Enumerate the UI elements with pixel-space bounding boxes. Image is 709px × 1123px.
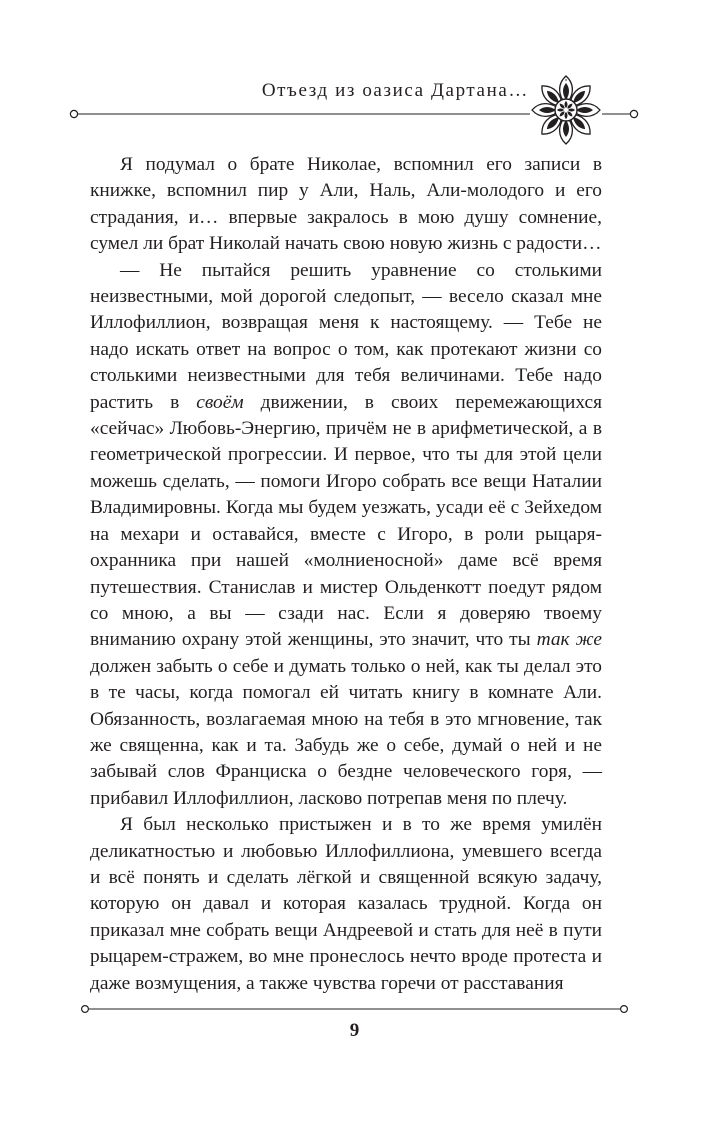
emphasis-tak-zhe: так же [536,629,602,651]
rule-left-end-icon [70,110,77,117]
rule-left-end-icon [82,1006,89,1013]
rule-right-end-icon [630,110,637,117]
mandala-ornament-icon [530,74,602,146]
emphasis-svoyom: своём [196,391,244,413]
paragraph-1: Я подумал о брате Николае, вспомнил его записи в книжке, вспомнил пир у Али, Наль, Али-молодого и его страдания, и… впервые закралось в мою душу сомнение, сумел ли брат Николай начать свою новую жизнь с радости… [90,154,602,255]
page-number: 9 [349,1020,360,1041]
body-text [90,152,602,997]
paragraph-3: Я был несколько пристыжен и в то же время умилён деликатностью и любовью Иллофиллиона, умевшего всегда и всё понять и сделать лёгкой и священной всякую задачу, которую он давал и которая казалась трудной. Когда он приказал мне собрать вещи Андреевой и стать для неё в пути рыцарем-стражем, во мне пронеслось нечто вроде протеста и даже возмущения, а также чувства горечи от расставания [90,814,602,994]
paragraph-2: — Не пытайся решить уравнение со столькими неизвестными, мой дорогой следопыт, — весело сказал мне Иллофиллион, возвращая меня к настоящему. — Тебе не надо искать ответ на вопрос о том, как протекают жизни со столькими неизвестными для тебя величинами. Тебе надо растить в своём движении, в своих перемежающихся «сейчас» Любовь-Энергию, причём не в арифметической, а в геометрической прогрессии. И первое, что ты для этой цели можешь сделать, — помоги Игоро собрать все вещи Наталии Владимировны. Когда мы будем уезжать, усади её с Зейхедом на мехари и оставайся, вместе с Игоро, в роли рыцаря-охранника при нашей «молниеносной» даме всё время путешествия. Станислав и мистер Ольденкотт поедут рядом со мною, а вы — сзади нас. Если я доверяю твоему вниманию охрану этой женщины, это значит, что ты так же должен забыть о себе и думать только о ней, как ты делал это в те часы, когда помогал ей читать книгу в комнате Али. Обязанность, возлагаемая мною на тебя в это мгновение, так же священна, как и та. Забудь же о себе, думай о ней и не забывай слов Франциска о бездне человеческого горя, — прибавил Иллофиллион, ласково потрепав меня по плечу. [90,259,602,809]
footer-rule [80,1004,629,1014]
running-title: Отъезд из оазиса Дартана… [261,80,529,101]
rule-right-end-icon [621,1006,628,1013]
